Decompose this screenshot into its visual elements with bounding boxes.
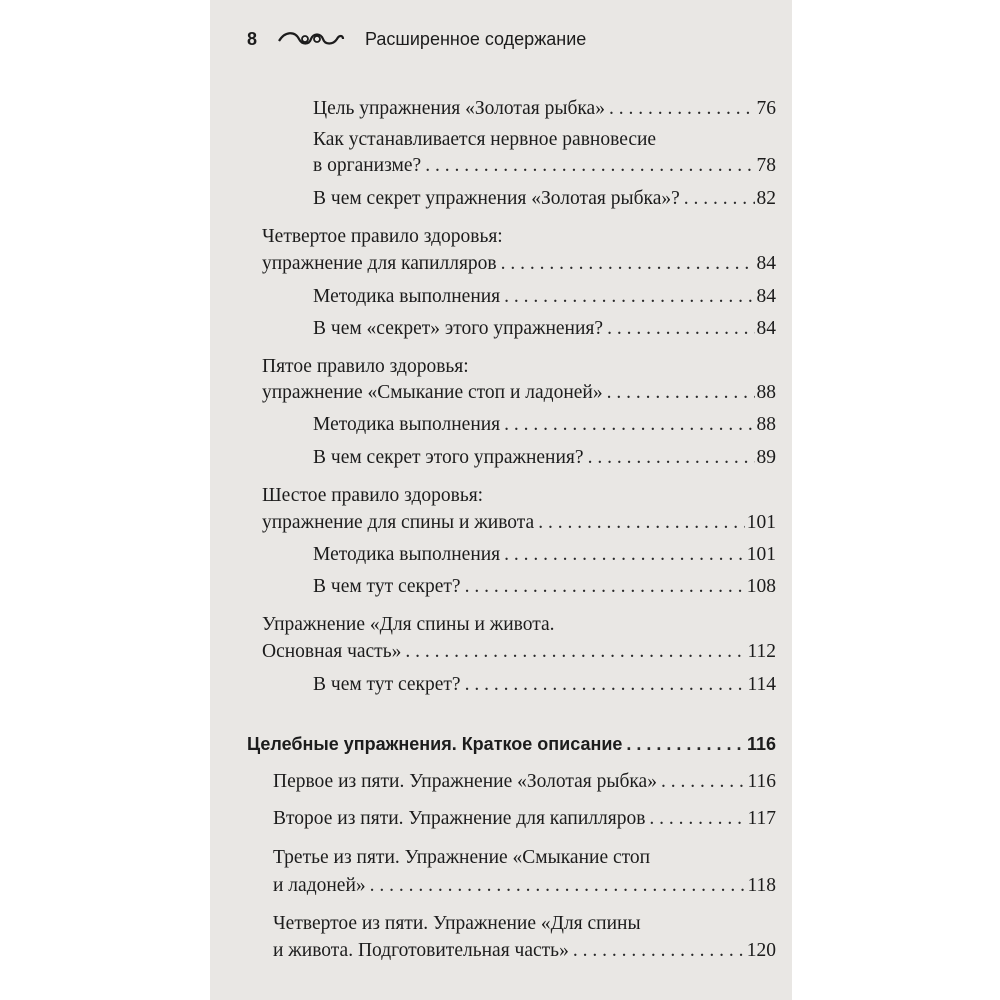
toc-entry-rule6-method[interactable] xyxy=(313,542,776,568)
dot-leader xyxy=(504,284,754,310)
toc-entry-rule4-secret[interactable] xyxy=(313,316,776,342)
toc-page-number: 88 xyxy=(756,414,776,435)
toc-section-healing-exercises[interactable] xyxy=(247,731,776,757)
dot-leader xyxy=(370,873,746,899)
toc-page-number: 88 xyxy=(756,382,776,403)
toc-page-number: 84 xyxy=(756,253,776,274)
toc-entry-first-of-five[interactable] xyxy=(273,769,776,795)
toc-entry-title: и живота. Подготовительная часть» xyxy=(273,940,569,961)
dot-leader xyxy=(504,542,745,568)
dot-leader xyxy=(465,574,745,600)
toc-entry-title: Цель упражнения «Золотая рыбка» xyxy=(313,98,605,119)
toc-entry-rule4[interactable] xyxy=(262,251,776,277)
toc-entry-title: упражнение для капилляров xyxy=(262,253,497,274)
toc-page-number: 118 xyxy=(747,875,776,896)
toc-entry-rule6-line1[interactable] xyxy=(262,483,483,509)
toc-page-number: 114 xyxy=(747,674,776,695)
toc-entry-title: В чем секрет упражнения «Золотая рыбка»? xyxy=(313,188,680,209)
running-title: Расширенное содержание xyxy=(365,28,587,49)
toc-entry-nervous-balance-line1[interactable] xyxy=(313,127,656,153)
toc-entry-back-main-line1[interactable] xyxy=(262,612,555,638)
toc-page-number: 82 xyxy=(756,188,776,209)
page-number: 8 xyxy=(247,28,258,49)
toc-entry-title: в организме? xyxy=(313,155,422,176)
toc-entry-back-main[interactable] xyxy=(262,639,776,665)
toc-entry-fourth-line1[interactable] xyxy=(273,911,641,937)
toc-entry-rule6[interactable] xyxy=(262,510,776,536)
toc-page-number: 116 xyxy=(747,771,776,792)
toc-entry-goldfish-secret[interactable] xyxy=(313,186,776,212)
page-header xyxy=(247,24,586,54)
toc-page-number: 101 xyxy=(746,512,776,533)
dot-leader xyxy=(626,731,745,757)
dot-leader xyxy=(607,316,754,342)
dot-leader xyxy=(573,938,745,964)
toc-entry-title: Методика выполнения xyxy=(313,286,501,307)
toc-entry-title: Методика выполнения xyxy=(313,544,501,565)
dot-leader xyxy=(661,769,746,795)
toc-entry-goldfish-goal[interactable] xyxy=(313,96,776,122)
toc-entry-title: Третье из пяти. Упражнение «Смыкание стоп xyxy=(273,847,651,868)
toc-entry-rule4-method[interactable] xyxy=(313,284,776,310)
toc-entry-title: Шестое правило здоровья: xyxy=(262,485,484,506)
dot-leader xyxy=(465,672,746,698)
toc-page-number: 89 xyxy=(756,447,776,468)
toc-entry-back-main-secret[interactable] xyxy=(313,672,776,698)
toc-entry-title: упражнение «Смыкание стоп и ладоней» xyxy=(262,382,603,403)
toc-entry-title: и ладоней» xyxy=(273,875,366,896)
dot-leader xyxy=(588,445,755,471)
toc-page-number: 116 xyxy=(746,734,776,754)
dot-leader xyxy=(504,412,754,438)
toc-entry-title: упражнение для спины и живота xyxy=(262,512,535,533)
dot-leader xyxy=(405,639,745,665)
toc-page-number: 108 xyxy=(746,576,776,597)
dot-leader xyxy=(538,510,745,536)
swirl-ornament-icon xyxy=(277,27,345,51)
toc-entry-fourth-of-five[interactable] xyxy=(273,938,776,964)
toc-entry-title: В чем тут секрет? xyxy=(313,674,461,695)
toc-entry-rule5-secret[interactable] xyxy=(313,445,776,471)
section-title: Целебные упражнения. Краткое описание xyxy=(247,734,623,754)
toc-entry-second-of-five[interactable] xyxy=(273,806,776,832)
dot-leader xyxy=(609,96,755,122)
toc-page-number: 117 xyxy=(747,808,776,829)
toc-entry-title: Второе из пяти. Упражнение для капилляров xyxy=(273,808,646,829)
toc-page-number: 112 xyxy=(747,641,776,662)
toc-entry-rule5-line1[interactable] xyxy=(262,354,469,380)
toc-entry-title: Упражнение «Для спины и живота. xyxy=(262,614,555,635)
book-page xyxy=(210,0,792,1000)
toc-entry-third-of-five[interactable] xyxy=(273,873,776,899)
toc-entry-title: Первое из пяти. Упражнение «Золотая рыбка» xyxy=(273,771,657,792)
toc-page-number: 76 xyxy=(756,98,776,119)
toc-entry-title: В чем тут секрет? xyxy=(313,576,461,597)
toc-page-number: 84 xyxy=(756,286,776,307)
toc-entry-title: Как устанавливается нервное равновесие xyxy=(313,129,657,150)
toc-entry-title: Основная часть» xyxy=(262,641,402,662)
dot-leader xyxy=(607,380,755,406)
toc-page-number: 101 xyxy=(746,544,776,565)
toc-entry-rule5[interactable] xyxy=(262,380,776,406)
dot-leader xyxy=(425,153,754,179)
dot-leader xyxy=(501,251,755,277)
toc-page-number: 84 xyxy=(756,318,776,339)
toc-entry-rule6-secret[interactable] xyxy=(313,574,776,600)
toc-entry-third-line1[interactable] xyxy=(273,845,650,871)
toc-entry-rule4-line1[interactable] xyxy=(262,224,503,250)
toc-entry-rule5-method[interactable] xyxy=(313,412,776,438)
toc-page-number: 120 xyxy=(746,940,776,961)
dot-leader xyxy=(684,186,755,212)
toc-entry-nervous-balance[interactable] xyxy=(313,153,776,179)
toc-entry-title: В чем секрет этого упражнения? xyxy=(313,447,584,468)
toc-entry-title: Методика выполнения xyxy=(313,414,501,435)
dot-leader xyxy=(649,806,745,832)
toc-entry-title: Четвертое из пяти. Упражнение «Для спины xyxy=(273,913,641,934)
toc-entry-title: В чем «секрет» этого упражнения? xyxy=(313,318,604,339)
toc-entry-title: Пятое правило здоровья: xyxy=(262,356,469,377)
toc-page-number: 78 xyxy=(756,155,776,176)
toc-entry-title: Четвертое правило здоровья: xyxy=(262,226,503,247)
